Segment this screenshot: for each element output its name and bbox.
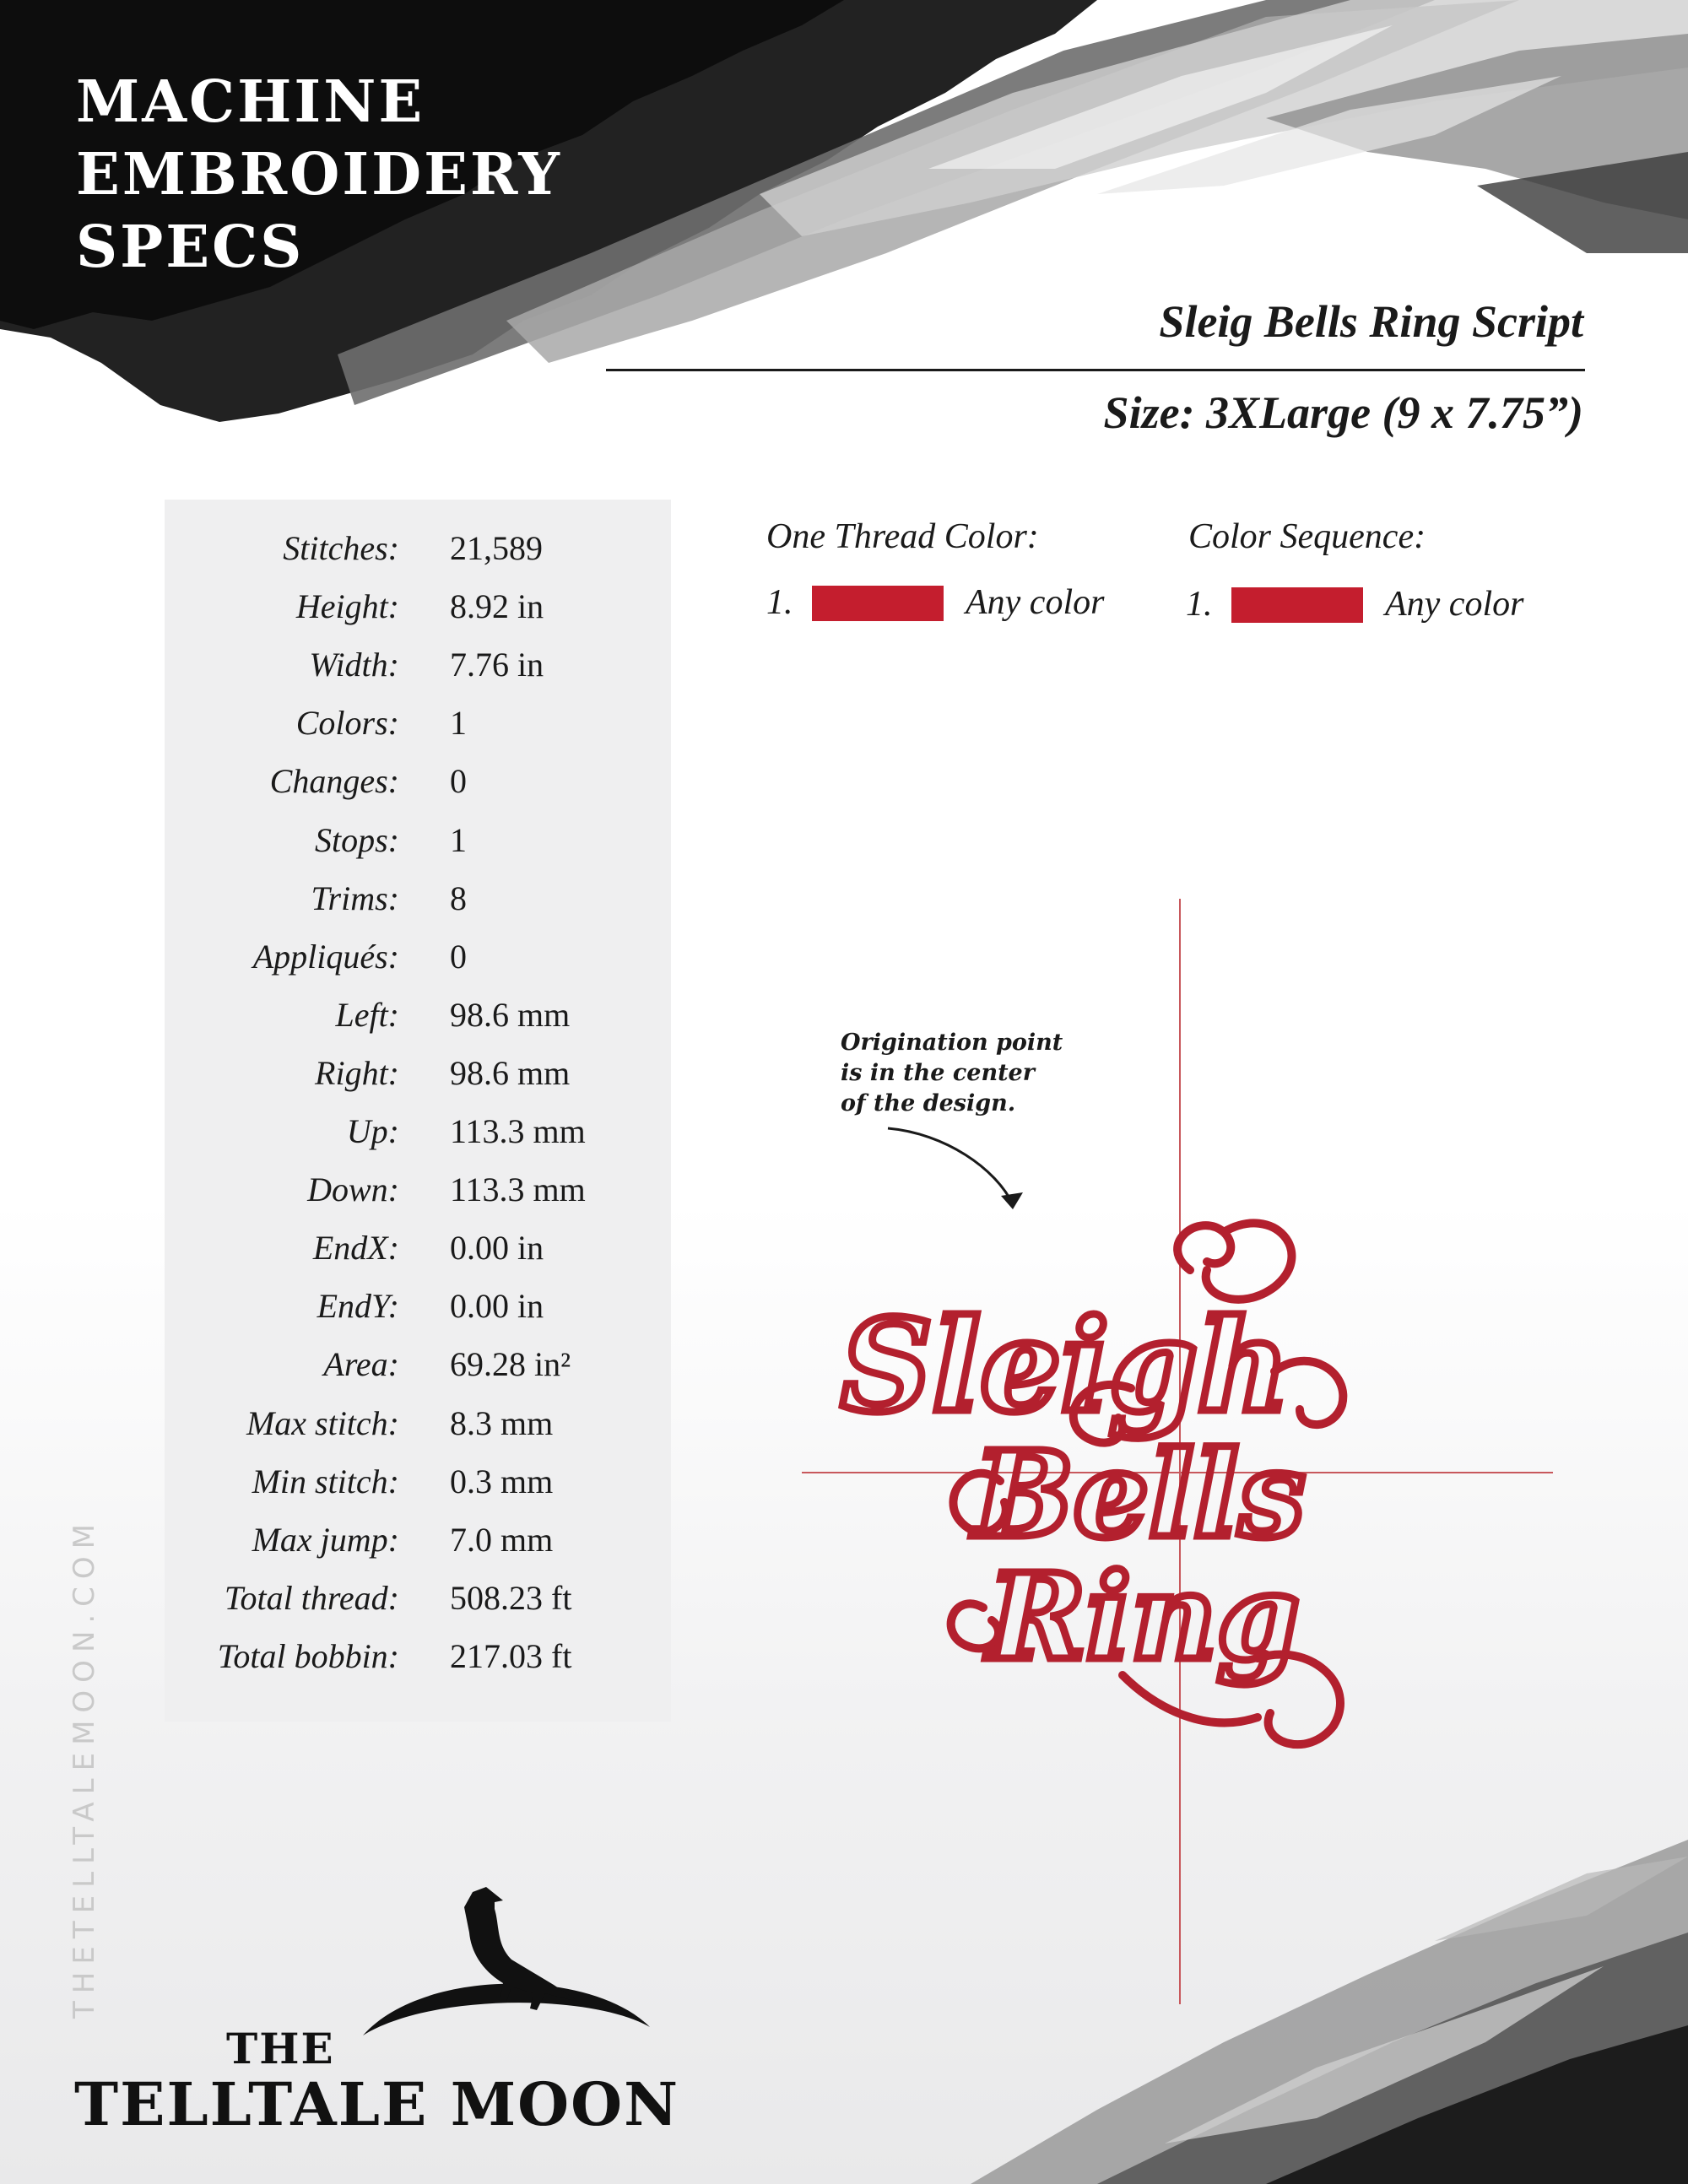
spec-value: 21,589 (450, 529, 543, 567)
spec-value: 0.00 in (450, 1229, 544, 1268)
spec-label: EndY: (316, 1287, 399, 1326)
spec-value: 1 (450, 704, 467, 743)
spec-label: Stops: (315, 820, 399, 859)
origination-note-line: is in the center (841, 1060, 1035, 1086)
spec-label: Width: (309, 646, 399, 684)
spec-value: 113.3 mm (450, 1112, 586, 1150)
color-sequence-item (1186, 584, 1540, 626)
logo-name: TELLTALE MOON (74, 2069, 680, 2139)
header-title (76, 66, 562, 284)
spec-value: 7.0 mm (450, 1520, 554, 1559)
spec-value: 8.3 mm (450, 1403, 554, 1442)
spec-label: Up: (346, 1112, 399, 1150)
spec-label: Total bobbin: (217, 1636, 399, 1675)
spec-label: Left: (335, 995, 399, 1034)
design-name: Sleig Bells Ring Script (1159, 296, 1583, 347)
spec-row (165, 1578, 671, 1636)
spec-row (165, 1403, 671, 1462)
thread-color-swatch (812, 586, 944, 621)
color-sequence-number: 1. (1186, 585, 1213, 624)
spec-label: Min stitch: (252, 1462, 399, 1500)
embroidery-word: Bells (973, 1426, 1306, 1565)
spec-value: 8.92 in (450, 587, 544, 626)
spec-label: Stitches: (283, 529, 399, 567)
origination-arrow (888, 1128, 1013, 1204)
spec-value: 0 (450, 762, 467, 801)
spec-row (165, 1111, 671, 1170)
raven-moon-logo-icon (346, 1875, 667, 2035)
specs-panel (165, 500, 671, 1722)
spec-row (165, 1344, 671, 1403)
embroidery-word: Ring (987, 1549, 1300, 1687)
color-sequence-heading: Color Sequence: (1188, 517, 1426, 556)
design-size: Size: 3XLarge (9 x 7.75”) (1103, 387, 1583, 438)
spec-label: Changes: (269, 762, 399, 801)
spec-row (165, 937, 671, 995)
spec-row (165, 645, 671, 703)
header-title-line: EMBROIDERY (76, 141, 562, 208)
spec-value: 113.3 mm (450, 1170, 586, 1209)
spec-row (165, 1286, 671, 1344)
origination-note-line: Origination point (841, 1030, 1063, 1056)
origination-note-line: of the design. (841, 1090, 1016, 1116)
spec-value: 7.76 in (450, 646, 544, 684)
spec-row (165, 1228, 671, 1286)
thread-color-item (766, 582, 1121, 624)
arrow-head-icon (1001, 1192, 1023, 1209)
spec-row (165, 1520, 671, 1578)
spec-row (165, 820, 671, 878)
spec-row (165, 761, 671, 819)
thread-color-number: 1. (766, 583, 793, 622)
spec-value: 98.6 mm (450, 995, 571, 1034)
spec-label: Max jump: (252, 1520, 399, 1559)
header-title-line: MACHINE (76, 68, 425, 136)
spec-row (165, 1636, 671, 1695)
spec-value: 508.23 ft (450, 1578, 572, 1617)
design-preview (802, 899, 1561, 2004)
spec-label: Area: (323, 1345, 399, 1384)
title-divider (606, 369, 1585, 371)
spec-label: Total thread: (224, 1578, 399, 1617)
spec-row (165, 1053, 671, 1111)
spec-label: Appliqués: (252, 937, 399, 976)
spec-value: 69.28 in² (450, 1345, 571, 1384)
spec-value: 1 (450, 820, 467, 859)
website-url: THETELLTALEMOON.COM (68, 1516, 101, 2019)
spec-row (165, 995, 671, 1053)
spec-row (165, 587, 671, 645)
spec-value: 217.03 ft (450, 1636, 572, 1675)
spec-label: Height: (295, 587, 399, 626)
spec-value: 0 (450, 937, 467, 976)
spec-label: Colors: (295, 704, 399, 743)
spec-row (165, 703, 671, 761)
thread-color-heading: One Thread Color: (766, 517, 1039, 556)
spec-row (165, 528, 671, 587)
spec-label: Max stitch: (246, 1403, 399, 1442)
embroidery-word: Sleigh (841, 1292, 1290, 1441)
spec-row (165, 878, 671, 937)
spec-value: 0.3 mm (450, 1462, 554, 1500)
spec-value: 8 (450, 878, 467, 917)
spec-value: 98.6 mm (450, 1053, 571, 1092)
thread-color-name: Any color (966, 583, 1105, 622)
spec-value: 0.00 in (450, 1287, 544, 1326)
spec-label: EndX: (312, 1229, 399, 1268)
color-sequence-swatch (1231, 587, 1363, 623)
spec-label: Down: (307, 1170, 399, 1209)
color-sequence-name: Any color (1385, 585, 1524, 624)
header-title-line: SPECS (76, 214, 305, 281)
spec-row (165, 1170, 671, 1228)
spec-label: Trims: (311, 878, 399, 917)
logo-the: THE (226, 2024, 335, 2073)
spec-label: Right: (315, 1053, 399, 1092)
spec-row (165, 1462, 671, 1520)
